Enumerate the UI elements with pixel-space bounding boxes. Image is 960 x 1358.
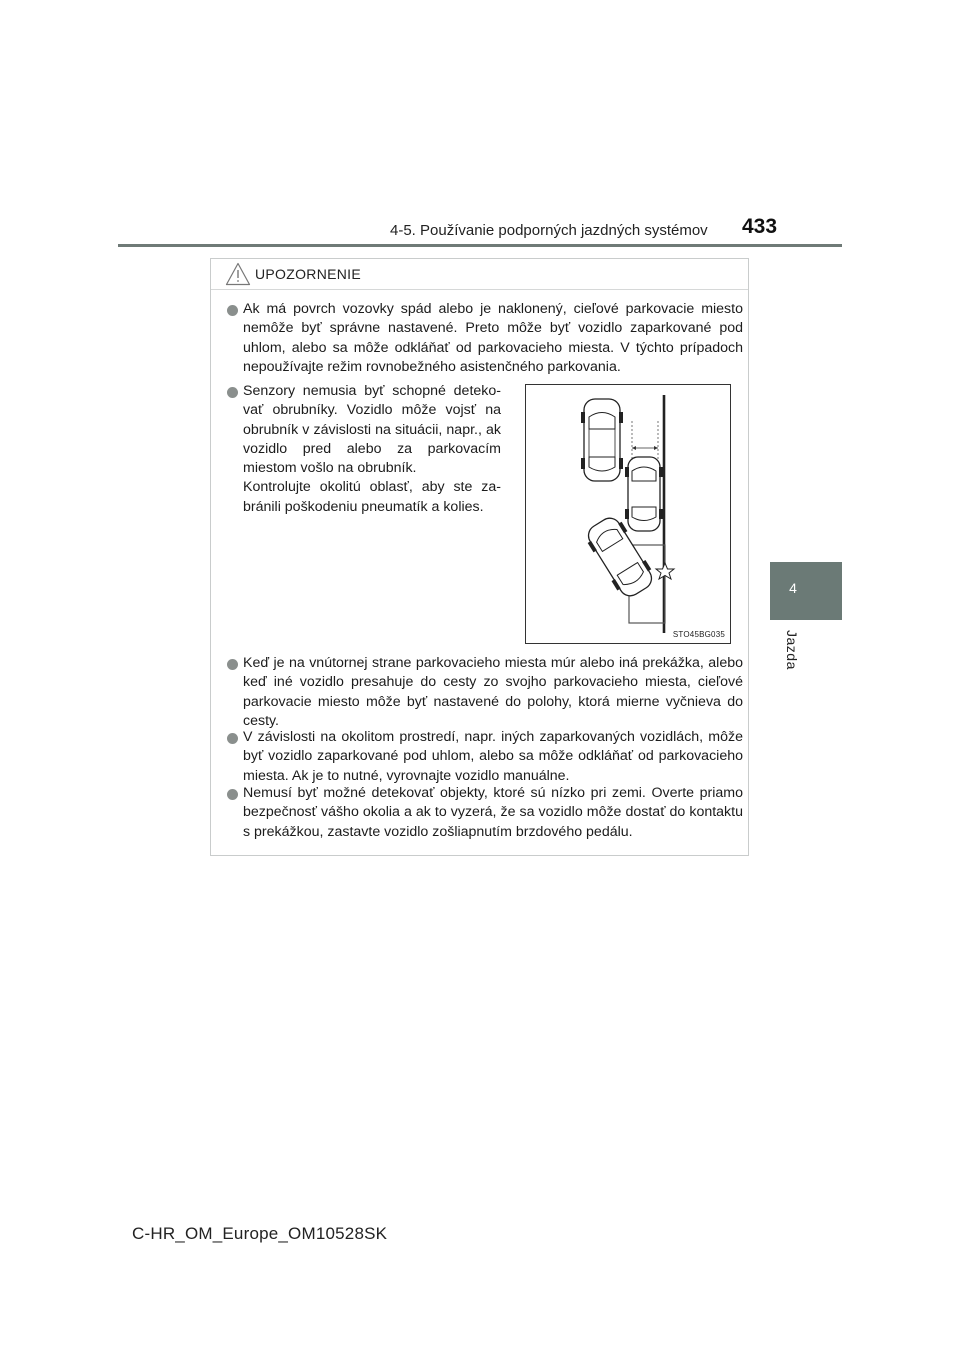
warning-item-text: Nemusí byť možné detekovať objekty, ktoré sú nízko pri zemi. Overte priamo bezpečnosť vášho okolia a ak to vyzerá, že sa vozidlo môže dostať do kontaktu s prekážkou, zastavte vozidlo zošliapnutím brzdového pedálu. [243, 785, 743, 840]
warning-item-text: V závislosti na okolitom prostredí, napr. iných zaparkovaných vozidlách, môže byť vozidlo zaparkované pod uhlom, alebo sa môže odkláňať od parkovacieho miesta. Ak je to nutné, vyrovnajte vozidlo manuálne. [243, 729, 743, 784]
chapter-name: Jazda [784, 630, 800, 670]
figure-code: STO45BG035 [672, 630, 725, 639]
parked-car-top [581, 399, 623, 481]
header-divider [118, 244, 842, 247]
warning-title-row [211, 259, 748, 290]
bullet-icon [227, 789, 238, 800]
warning-item-text: Ak má povrch vozovky spád alebo je naklonený, cieľové parkovacie miesto nemôže byť správne nastavené. Preto môže byť vozidlo zaparkované pod uhlom, alebo sa môže odkláňať od parkovacieho miesta. V týchto prípadoch nepoužívajte režim rovnobežného asistenčného parkovania. [243, 301, 743, 375]
parking-diagram [526, 385, 730, 643]
chapter-number: 4 [789, 580, 797, 596]
warning-item-text: Keď je na vnútornej strane parkovacieho miesta múr alebo iná prekážka, alebo keď iné vozidlo presahuje do cesty zo svojho parkovacieho miesta, cieľové parkovacie miesto môže byť nastavené do polohy, ktorá mierne vyčnieva do cesty. [243, 655, 743, 729]
warning-item-1 [243, 300, 743, 377]
warning-item-text-2: Kontrolujte okolitú oblasť, aby ste zabránili poškodeniu pneumatík a kolies. [243, 479, 501, 515]
warning-item-2 [243, 382, 501, 517]
parked-car-middle [625, 457, 663, 531]
warning-title: UPOZORNENIE [255, 266, 361, 282]
section-title: 4-5. Používanie podporných jazdných systémov [390, 222, 708, 239]
chapter-tab [770, 562, 842, 620]
document-code: C-HR_OM_Europe_OM10528SK [132, 1224, 388, 1243]
warning-item-4 [243, 728, 743, 786]
warning-item-3 [243, 654, 743, 731]
parking-illustration [525, 384, 731, 644]
warning-triangle-icon [225, 262, 251, 286]
page-number: 433 [742, 215, 778, 238]
bullet-icon [227, 387, 238, 398]
bullet-icon [227, 733, 238, 744]
warning-item-text: Senzory nemusia byť schopné detekovať obrubníky. Vozidlo môže vojsť na obrubník v závislosti na situácii, napr., ak vozidlo pred alebo za parkovacím miestom vošlo na obrubník. [243, 383, 501, 477]
bullet-icon [227, 659, 238, 670]
warning-item-5 [243, 784, 743, 842]
bullet-icon [227, 305, 238, 316]
